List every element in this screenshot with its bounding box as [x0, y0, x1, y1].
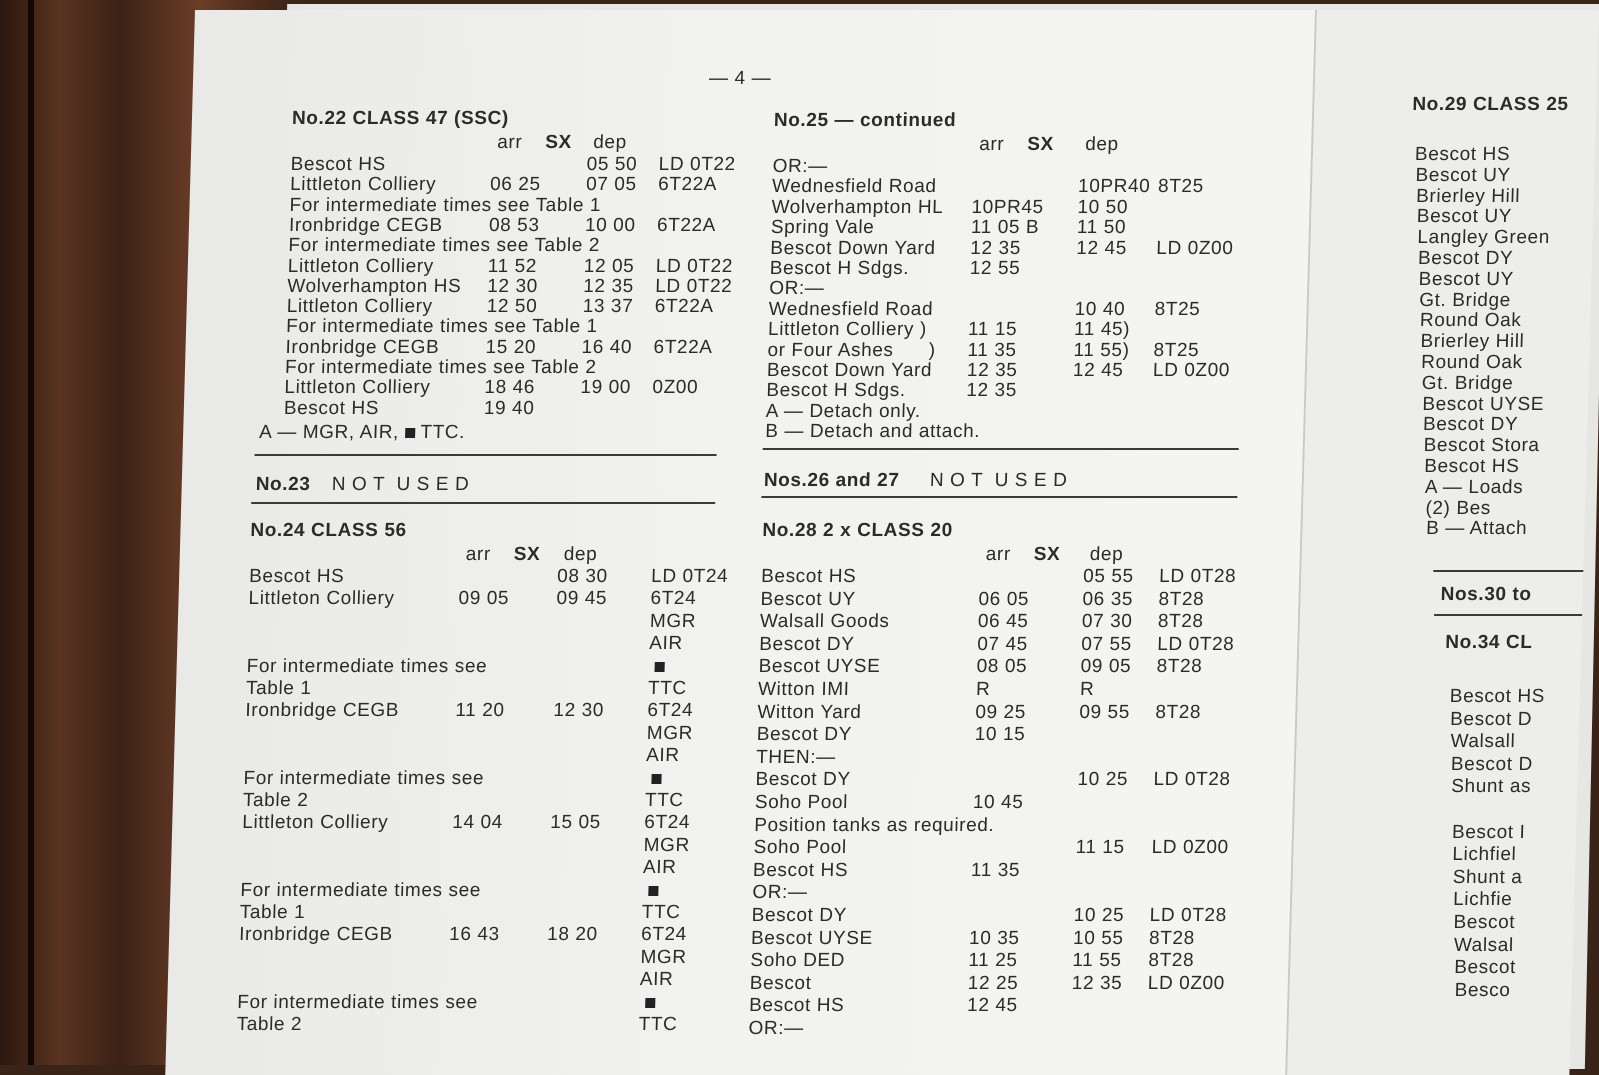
timetable-sheet: [165, 10, 1599, 1075]
train-code: 8T28: [1155, 701, 1202, 723]
location: Lichfiel: [1452, 844, 1517, 866]
location: Round Oak: [1419, 310, 1522, 332]
arrival-time: 16 43: [448, 924, 501, 946]
not-used-label: N O T U S E D: [331, 474, 470, 495]
location: Bescot Stora: [1423, 435, 1540, 457]
train-code: 6T24: [650, 588, 697, 610]
location: Wednesfield Road: [768, 298, 934, 320]
location: Littleton Colliery: [286, 296, 433, 318]
col-header-dep: dep: [1084, 134, 1120, 155]
location: Bescot H Sdgs.: [766, 380, 907, 402]
location: Bescot: [749, 972, 812, 994]
location: Bescot HS: [748, 995, 845, 1017]
arrival-time: 07 45: [976, 633, 1029, 655]
section-title: No.25 — continued: [773, 110, 957, 131]
section-divider: [1434, 614, 1599, 616]
departure-time: 16 40: [581, 336, 633, 358]
location: Shunt a: [1452, 866, 1523, 888]
section-title: No.28 2 x CLASS 20: [762, 520, 954, 541]
train-code: LD 0Z00: [1151, 837, 1229, 859]
departure-time: 10 55: [1072, 927, 1124, 949]
location: Bescot HS: [248, 566, 345, 587]
location: Bescot DY: [758, 633, 855, 655]
location: Bescot HS: [1414, 144, 1511, 165]
footnote-text-end: TTC.: [414, 421, 466, 443]
location: Bescot UY: [760, 588, 857, 610]
col-header-arr: arr: [497, 132, 523, 153]
location: Soho Pool: [754, 792, 849, 813]
location: Wolverhampton HS: [286, 275, 462, 297]
arrival-time: R: [975, 679, 991, 700]
square-symbol: [654, 656, 665, 678]
arrival-time: 14 04: [452, 812, 504, 834]
col-header-dep: dep: [563, 544, 598, 565]
section-title: Nos.30 to: [1440, 584, 1532, 605]
section-divider: [255, 454, 717, 456]
section-divider: [763, 448, 1239, 450]
location: Littleton Colliery: [287, 255, 435, 277]
table-edge: [28, 0, 34, 1065]
train-code: 8T28: [1158, 588, 1205, 610]
location: Littleton Colliery: [242, 812, 389, 834]
location: For intermediate times see Table 2: [288, 235, 601, 257]
col-header-dep: dep: [593, 132, 628, 153]
location: A — Loads: [1424, 476, 1524, 498]
location: Bescot DY: [1417, 248, 1514, 269]
col-header-sx: SX: [1033, 544, 1061, 565]
train-code: MGR: [646, 722, 694, 744]
departure-time: 10 50: [1077, 196, 1129, 218]
location: Table 1: [245, 678, 312, 699]
train-code: LD 0T28: [1149, 905, 1228, 926]
arrival-time: 12 25: [967, 972, 1019, 994]
departure-time: 10 25: [1077, 769, 1129, 791]
train-code: AIR: [645, 745, 680, 767]
location: Ironbridge CEGB: [245, 700, 400, 722]
location: (2) Bes: [1425, 497, 1492, 519]
train-code: TTC: [647, 678, 688, 699]
arrival-time: 11 35: [967, 339, 1017, 361]
location: Brierley Hill: [1415, 185, 1521, 207]
train-code: 6T24: [640, 924, 688, 946]
location: For intermediate times see: [246, 655, 488, 677]
train-code: TTC: [644, 790, 684, 811]
location: THEN:—: [755, 746, 837, 768]
train-code: LD 0T28: [1158, 566, 1237, 587]
location: Bescot DY: [755, 769, 851, 791]
departure-time: 11 55): [1073, 339, 1130, 361]
location: B — Attach: [1425, 518, 1528, 540]
departure-time: 11 45): [1073, 319, 1131, 341]
section-divider: [761, 496, 1237, 498]
location: Soho Pool: [753, 837, 847, 859]
location: Ironbridge CEGB: [238, 924, 394, 946]
location: Littleton Colliery: [248, 588, 395, 610]
section-divider: [251, 502, 715, 504]
location: Langley Green: [1417, 227, 1551, 249]
page-number: — 4 —: [708, 68, 772, 89]
arrival-time: 19 40: [483, 397, 535, 419]
location: Position tanks as required.: [753, 814, 995, 836]
departure-time: 11 50: [1076, 217, 1127, 239]
train-code: MGR: [649, 610, 697, 632]
departure-time: 19 00: [580, 377, 632, 399]
location: Bescot D: [1450, 753, 1534, 775]
col-header-sx: SX: [513, 544, 541, 565]
departure-time: 07 30: [1081, 611, 1133, 633]
location: OR:—: [752, 882, 808, 904]
train-code: 8T25: [1154, 298, 1201, 320]
location: Table 2: [242, 790, 309, 811]
filled-square-icon: [405, 428, 415, 438]
location: A — Detach only.: [765, 400, 922, 422]
departure-time: 10 25: [1073, 905, 1125, 926]
location: Gt. Bridge: [1421, 372, 1514, 394]
section-title: No.23: [255, 474, 311, 495]
location: Bescot HS: [283, 397, 380, 419]
location: For intermediate times see Table 1: [285, 316, 598, 338]
departure-time: 12 05: [583, 255, 635, 277]
arrival-time: 09 05: [458, 588, 510, 610]
location: Shunt as: [1451, 776, 1532, 798]
train-code: TTC: [641, 902, 681, 923]
location: Bescot UY: [1418, 268, 1515, 290]
location: OR:—: [768, 278, 825, 300]
train-code: 6T24: [644, 812, 691, 834]
filled-square-icon: [651, 774, 661, 784]
location: Bescot DY: [1422, 414, 1519, 436]
departure-time: 05 55: [1082, 566, 1135, 587]
location: Table 2: [236, 1014, 303, 1035]
location: Littleton Colliery: [284, 377, 431, 399]
arrival-time: 09 25: [975, 701, 1027, 723]
departure-time: 10 40: [1074, 298, 1126, 320]
arrival-time: 12 45: [966, 995, 1019, 1017]
arrival-time: 11 52: [487, 255, 538, 277]
departure-time: 12 30: [553, 700, 605, 722]
departure-time: 09 55: [1079, 701, 1131, 723]
arrival-time: 18 46: [484, 377, 536, 399]
location: Littleton Colliery: [289, 174, 437, 196]
train-code: LD 0Z00: [1147, 972, 1226, 994]
train-code: 8T28: [1156, 656, 1203, 678]
departure-time: 08 30: [556, 566, 609, 587]
footnote-text: A — MGR, AIR,: [258, 421, 406, 443]
arrival-time: 06 05: [978, 588, 1030, 610]
train-code: LD 0T22: [658, 154, 737, 175]
train-code: 6T22A: [653, 336, 713, 358]
departure-time: 09 05: [1080, 656, 1132, 678]
location: Bescot I: [1451, 821, 1526, 843]
location: Table 1: [239, 902, 306, 923]
train-code: AIR: [639, 969, 674, 991]
section-title: No.34 CL: [1445, 632, 1533, 653]
location: Wolverhampton HL: [771, 196, 944, 218]
location: Bescot UY: [1415, 164, 1512, 186]
train-code: LD 0T28: [1156, 633, 1235, 655]
location: Spring Vale: [770, 217, 875, 239]
train-code: AIR: [642, 857, 677, 879]
section-divider: [1433, 570, 1599, 572]
departure-time: 11 55: [1072, 950, 1122, 972]
location: Bescot: [1453, 957, 1517, 979]
arrival-time: 15 20: [485, 336, 537, 358]
location: Bescot UYSE: [750, 927, 874, 949]
location: Witton Yard: [757, 701, 862, 723]
col-header-dep: dep: [1089, 544, 1124, 565]
location: Ironbridge CEGB: [285, 336, 440, 358]
col-header-sx: SX: [545, 132, 573, 153]
location: Bescot DY: [756, 724, 853, 746]
location: For intermediate times see Table 1: [289, 194, 602, 216]
location: Bescot HS: [760, 566, 857, 587]
train-code: 0Z00: [652, 377, 699, 399]
arrival-time: 11 20: [455, 700, 505, 722]
col-header-arr: arr: [985, 544, 1012, 565]
location: Bescot DY: [751, 905, 848, 926]
location: OR:—: [748, 1018, 805, 1039]
section-title: No.24 CLASS 56: [250, 520, 407, 541]
location: Bescot Down Yard: [766, 360, 933, 381]
location: Bescot UY: [1416, 206, 1513, 228]
departure-time: 05 50: [586, 154, 638, 175]
location: Witton IMI: [757, 679, 850, 700]
arrival-time: 12 55: [969, 258, 1021, 279]
train-code: MGR: [640, 946, 687, 968]
train-code: 6T22A: [654, 296, 714, 318]
arrival-time: 12 50: [486, 296, 538, 318]
location: Littleton Colliery ): [767, 319, 928, 341]
square-symbol: [645, 992, 656, 1014]
arrival-time: 10 45: [972, 792, 1024, 813]
location: Walsal: [1453, 934, 1515, 956]
arrival-time: 08 05: [976, 656, 1028, 678]
departure-time: 11 15: [1075, 837, 1126, 859]
location: Bescot Down Yard: [770, 237, 936, 259]
departure-time: 12 45: [1072, 360, 1124, 381]
location: Besco: [1454, 979, 1511, 1001]
train-code: MGR: [643, 834, 691, 856]
departure-time: 07 55: [1080, 633, 1133, 655]
arrival-time: 11 25: [968, 950, 1018, 972]
departure-time: 15 05: [550, 812, 602, 834]
departure-time: 12 35: [1071, 972, 1123, 994]
arrival-time: 12 35: [966, 360, 1018, 381]
col-header-sx: SX: [1026, 134, 1055, 155]
footnote: [259, 422, 465, 444]
train-code: 8T28: [1148, 927, 1196, 949]
train-code: TTC: [638, 1014, 678, 1035]
location: Ironbridge CEGB: [288, 214, 443, 236]
col-header-arr: arr: [978, 134, 1005, 155]
location: Walsall Goods: [759, 611, 890, 633]
section-title: No.29 CLASS 25: [1412, 94, 1569, 115]
departure-time: 07 05: [585, 174, 637, 196]
location: Bescot UYSE: [1422, 393, 1545, 415]
location: Walsall: [1450, 731, 1516, 753]
section-title: No.22 CLASS 47 (SSC): [291, 108, 510, 129]
location: Bescot HS: [290, 154, 387, 175]
location: Bescot H Sdgs.: [769, 258, 910, 279]
arrival-time: 12 35: [966, 380, 1018, 402]
train-code: 8T28: [1148, 950, 1195, 972]
departure-time: 10 00: [584, 214, 636, 236]
train-code: 8T25: [1157, 176, 1205, 198]
arrival-time: 11 35: [970, 859, 1021, 881]
filled-square-icon: [655, 662, 665, 672]
location: Bescot HS: [1423, 456, 1520, 477]
not-used-label: N O T U S E D: [929, 470, 1068, 491]
location: OR:—: [772, 156, 829, 177]
arrival-time: 10 35: [968, 927, 1020, 949]
departure-time: 13 37: [582, 296, 634, 318]
departure-time: 12 45: [1076, 237, 1128, 259]
arrival-time: 08 53: [488, 214, 540, 236]
train-code: 8T25: [1153, 339, 1200, 361]
departure-time: 18 20: [546, 924, 599, 946]
location: For intermediate times see Table 2: [284, 357, 597, 378]
arrival-time: 10PR45: [971, 196, 1045, 218]
departure-time: R: [1079, 679, 1095, 700]
location: Brierley Hill: [1420, 331, 1525, 353]
train-code: 6T24: [647, 700, 694, 722]
location: Wednesfield Road: [771, 176, 937, 198]
location: or Four Ashes ): [767, 339, 937, 361]
location: Bescot: [1453, 912, 1516, 933]
train-code: LD 0T22: [654, 275, 733, 297]
location: B — Detach and attach.: [764, 421, 981, 443]
location: Soho DED: [750, 950, 846, 972]
train-code: AIR: [649, 633, 684, 655]
arrival-time: 11 15: [967, 319, 1018, 341]
location: Bescot D: [1449, 708, 1533, 730]
location: Gt. Bridge: [1418, 289, 1512, 311]
train-code: 6T22A: [657, 174, 718, 196]
train-code: LD 0T24: [650, 566, 729, 587]
train-code: LD 0T28: [1153, 769, 1231, 791]
location: Bescot HS: [1449, 686, 1546, 707]
arrival-time: 06 45: [977, 611, 1029, 633]
train-code: LD 0T22: [655, 255, 734, 277]
section-title: Nos.26 and 27: [763, 470, 900, 491]
departure-time: 12 35: [582, 275, 635, 297]
train-code: 8T28: [1157, 611, 1204, 633]
departure-time: 06 35: [1082, 588, 1134, 610]
train-code: 6T22A: [656, 214, 717, 236]
train-code: LD 0Z00: [1152, 360, 1231, 381]
location: Round Oak: [1420, 352, 1523, 373]
square-symbol: [651, 768, 662, 790]
departure-time: 09 45: [556, 588, 608, 610]
departure-time: 10PR40: [1077, 176, 1151, 198]
arrival-time: 12 35: [970, 237, 1022, 259]
filled-square-icon: [645, 998, 655, 1008]
location: Bescot UYSE: [758, 656, 881, 678]
arrival-time: 06 25: [489, 174, 541, 196]
filled-square-icon: [648, 886, 658, 896]
arrival-time: 11 05 B: [970, 217, 1040, 239]
arrival-time: 10 15: [974, 724, 1026, 746]
location: Lichfie: [1452, 889, 1513, 911]
location: For intermediate times see: [243, 767, 485, 789]
location: Bescot HS: [752, 859, 849, 881]
square-symbol: [648, 880, 659, 902]
location: For intermediate times see: [240, 879, 482, 901]
col-header-arr: arr: [465, 544, 492, 565]
arrival-time: 12 30: [486, 275, 539, 297]
train-code: LD 0Z00: [1156, 237, 1234, 259]
location: For intermediate times see: [236, 991, 479, 1013]
